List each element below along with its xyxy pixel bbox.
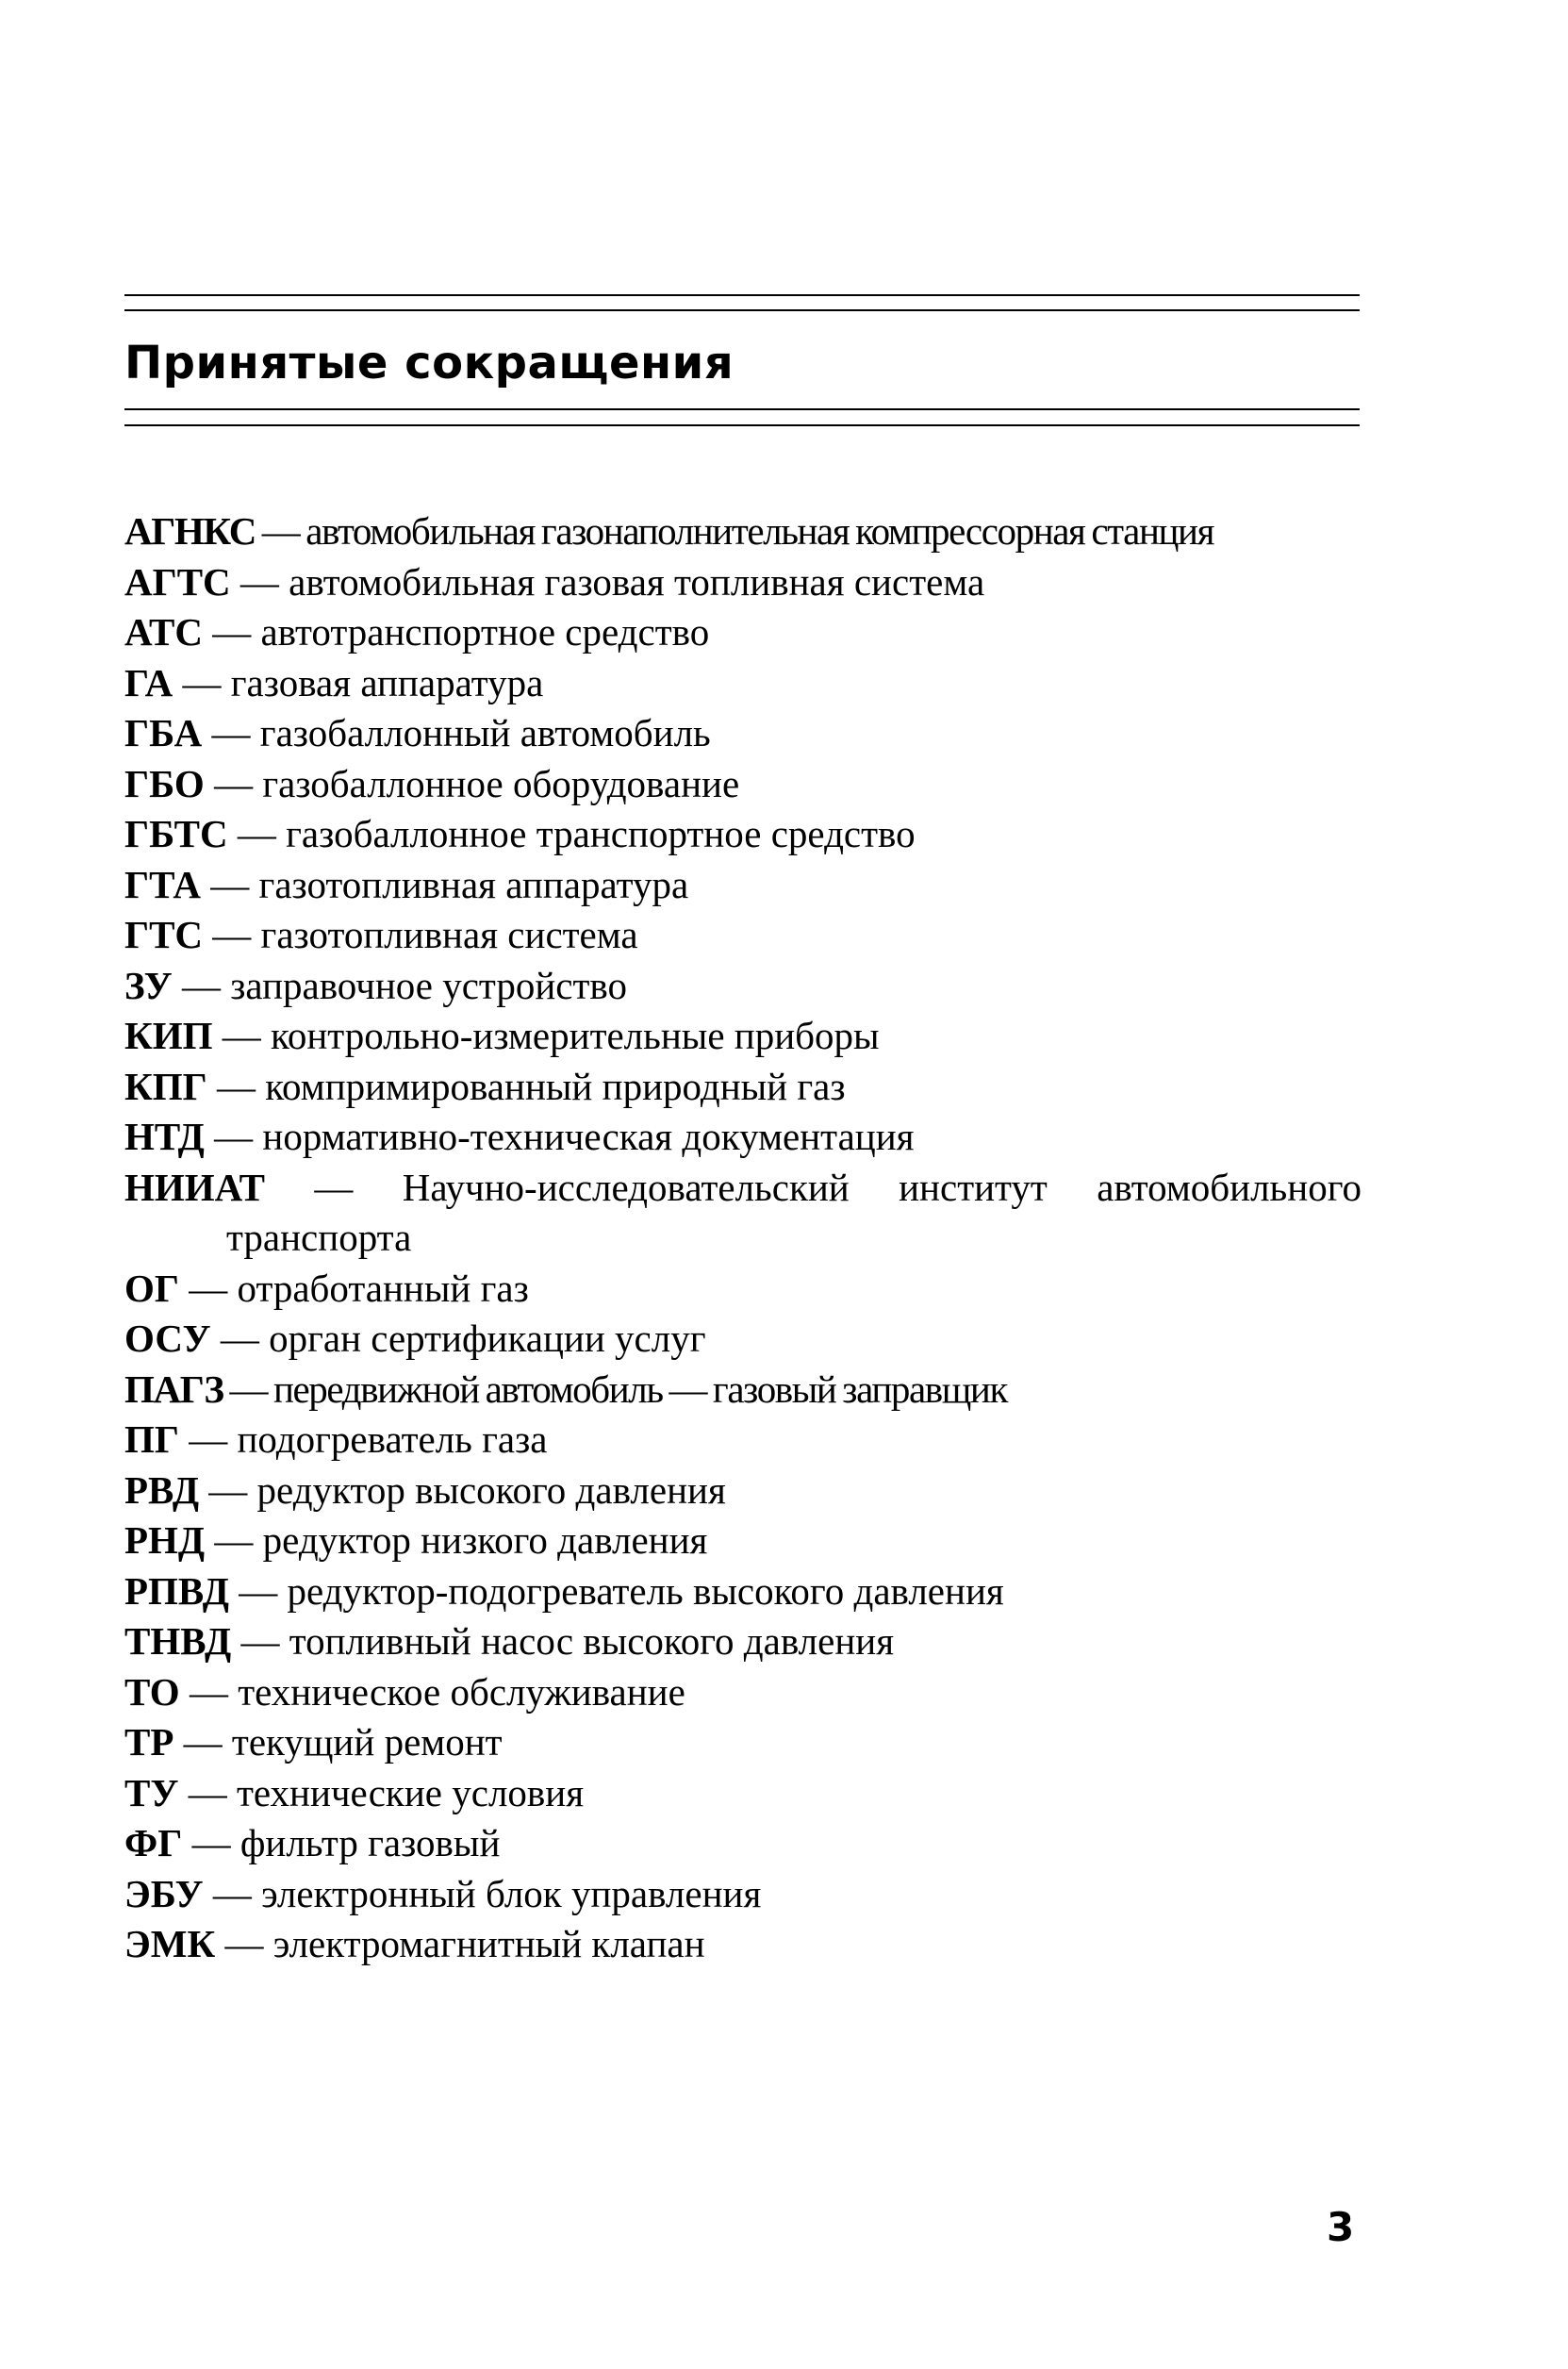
abbreviation-term: ГБТС: [124, 812, 228, 855]
abbreviation-term: АГНКС: [124, 509, 256, 553]
abbreviation-definition: газобаллонное транспортное средство: [286, 812, 916, 855]
abbreviation-term: АТС: [124, 610, 203, 654]
abbreviation-term: ЭБУ: [124, 1871, 204, 1915]
abbreviation-entry: [124, 1264, 1362, 1315]
abbreviation-term: ЭМК: [124, 1922, 216, 1965]
entry-separator: —: [203, 1871, 262, 1915]
entry-separator: —: [202, 610, 261, 654]
abbreviation-term: ТР: [124, 1720, 174, 1764]
abbreviation-definition: передвижной автомобиль — газовый заправщик: [272, 1367, 1007, 1411]
top-double-rule: [124, 294, 1360, 311]
abbreviation-entry: [124, 1163, 1362, 1264]
abbreviation-definition: автомобильная газовая топливная система: [289, 559, 985, 604]
abbreviation-definition: электромагнитный клапан: [272, 1922, 705, 1965]
abbreviation-definition: контрольно-измерительные приборы: [271, 1014, 880, 1057]
abbreviation-entry: [124, 860, 1362, 911]
abbreviation-entry: [124, 708, 1362, 759]
abbreviation-definition: газобаллонное оборудование: [262, 761, 740, 805]
entry-separator: —: [173, 1720, 232, 1764]
abbreviation-definition: редуктор высокого давления: [256, 1467, 726, 1512]
abbreviation-term: НИИАТ: [124, 1165, 266, 1209]
abbreviation-entry: [124, 1717, 1362, 1768]
abbreviation-definition: компримированный природный газ: [265, 1064, 846, 1108]
abbreviation-entry: [124, 1818, 1362, 1869]
abbreviation-definition: топливный насос высокого давления: [289, 1619, 895, 1663]
bottom-rule-upper: [124, 408, 1360, 410]
page-title: Принятые сокращения: [124, 337, 734, 389]
abbreviation-term: ТО: [124, 1669, 180, 1714]
abbreviation-term: ПАГЗ: [124, 1367, 223, 1411]
abbreviation-definition: текущий ремонт: [231, 1720, 503, 1764]
entry-separator: —: [203, 913, 261, 956]
abbreviation-term: ГТС: [124, 913, 204, 956]
abbreviation-definition: техническое обслуживание: [238, 1669, 685, 1714]
top-rule-upper: [124, 294, 1360, 296]
abbreviation-definition: газотопливная система: [260, 913, 638, 956]
top-rule-lower: [124, 309, 1360, 311]
abbreviation-definition: газобаллонный автомобиль: [259, 711, 711, 754]
abbreviation-term: НТД: [124, 1115, 205, 1158]
entry-separator: —: [172, 963, 231, 1007]
abbreviation-term: ОСУ: [124, 1317, 211, 1360]
abbreviation-entry: [124, 658, 1362, 709]
abbreviation-list: [124, 506, 1362, 1970]
abbreviation-definition: редуктор низкого давления: [262, 1518, 708, 1562]
entry-separator: —: [178, 1770, 237, 1814]
abbreviation-entry: [124, 1062, 1362, 1113]
abbreviation-definition: заправочное устройство: [230, 963, 627, 1007]
abbreviation-entry: [124, 1616, 1362, 1667]
abbreviation-term: ФГ: [124, 1821, 183, 1864]
abbreviation-entry: [124, 506, 1362, 557]
entry-separator: —: [204, 761, 263, 805]
entry-separator: —: [231, 1619, 289, 1663]
entry-separator: —: [230, 559, 289, 604]
entry-separator: —: [201, 862, 259, 906]
entry-separator: —: [202, 711, 260, 754]
abbreviation-entry: [124, 557, 1362, 608]
abbreviation-term: ГБО: [124, 761, 205, 805]
entry-separator: —: [206, 1064, 266, 1108]
abbreviation-term: ТНВД: [124, 1619, 232, 1663]
entry-separator: —: [265, 1165, 403, 1209]
abbreviation-entry: [124, 1365, 1362, 1416]
abbreviation-definition: газотопливная аппаратура: [258, 862, 689, 906]
entry-separator: —: [212, 1014, 272, 1057]
abbreviation-definition: подогреватель газа: [237, 1417, 548, 1461]
abbreviation-entry: [124, 1112, 1362, 1163]
entry-separator: —: [228, 1568, 288, 1613]
entry-separator: —: [205, 1518, 263, 1562]
entry-separator: —: [179, 1669, 239, 1714]
abbreviation-definition: технические условия: [236, 1770, 585, 1814]
abbreviation-term: КПГ: [124, 1064, 207, 1108]
entry-separator: —: [223, 1367, 273, 1411]
bottom-rule-lower: [124, 424, 1360, 426]
abbreviation-term: ГА: [124, 660, 173, 704]
abbreviation-definition: редуктор-подогреватель высокого давления: [287, 1568, 1004, 1613]
abbreviation-entry: [124, 1516, 1362, 1566]
abbreviation-definition: газовая аппаратура: [230, 660, 544, 704]
entry-separator: —: [178, 1417, 238, 1461]
abbreviation-entry: [124, 759, 1362, 810]
abbreviation-term: ГТА: [124, 862, 201, 906]
abbreviation-definition: отработанный газ: [237, 1266, 529, 1310]
entry-separator: —: [227, 812, 287, 855]
abbreviation-entry: [124, 1667, 1362, 1718]
bottom-double-rule: [124, 408, 1360, 426]
abbreviation-definition: электронный блок управления: [261, 1871, 762, 1915]
abbreviation-term: ОГ: [124, 1266, 179, 1310]
entry-separator: —: [204, 1115, 263, 1158]
abbreviation-entry: [124, 961, 1362, 1012]
entry-separator: —: [215, 1922, 273, 1965]
entry-separator: —: [178, 1266, 238, 1310]
abbreviation-term: РВД: [124, 1467, 200, 1512]
abbreviation-term: АГТС: [124, 559, 231, 604]
abbreviation-definition: орган сертификации услуг: [269, 1317, 706, 1360]
abbreviation-term: ПГ: [124, 1417, 179, 1461]
abbreviation-entry: [124, 1869, 1362, 1920]
page-number: 3: [1327, 2204, 1355, 2250]
abbreviation-entry: [124, 910, 1362, 961]
abbreviation-entry: [124, 1768, 1362, 1819]
abbreviation-entry: [124, 809, 1362, 860]
abbreviation-entry: [124, 607, 1362, 658]
abbreviation-definition: фильтр газовый: [239, 1821, 501, 1864]
abbreviation-entry: [124, 1466, 1362, 1516]
abbreviation-definition: автотранспортное средство: [260, 610, 710, 654]
abbreviation-term: ТУ: [124, 1770, 179, 1814]
abbreviation-entry: [124, 1314, 1362, 1365]
abbreviation-term: РПВД: [124, 1568, 229, 1613]
abbreviation-definition: нормативно-техническая документация: [262, 1115, 915, 1158]
entry-separator: —: [173, 660, 231, 704]
abbreviation-term: ЗУ: [124, 963, 173, 1007]
entry-separator: —: [199, 1467, 257, 1512]
abbreviation-term: КИП: [124, 1014, 213, 1057]
abbreviation-entry: [124, 1011, 1362, 1062]
entry-separator: —: [255, 509, 306, 553]
abbreviation-entry: [124, 1566, 1362, 1617]
abbreviation-entry: [124, 1919, 1362, 1970]
abbreviation-definition: Научно-исследовательский институт автомобильного транспорта: [226, 1165, 1362, 1259]
abbreviation-definition: автомобильная газонаполнительная компрессорная станция: [305, 509, 1214, 553]
abbreviation-term: РНД: [124, 1518, 206, 1562]
abbreviation-term: ГБА: [124, 711, 203, 754]
entry-separator: —: [210, 1317, 270, 1360]
abbreviation-entry: [124, 1415, 1362, 1466]
entry-separator: —: [182, 1821, 240, 1864]
